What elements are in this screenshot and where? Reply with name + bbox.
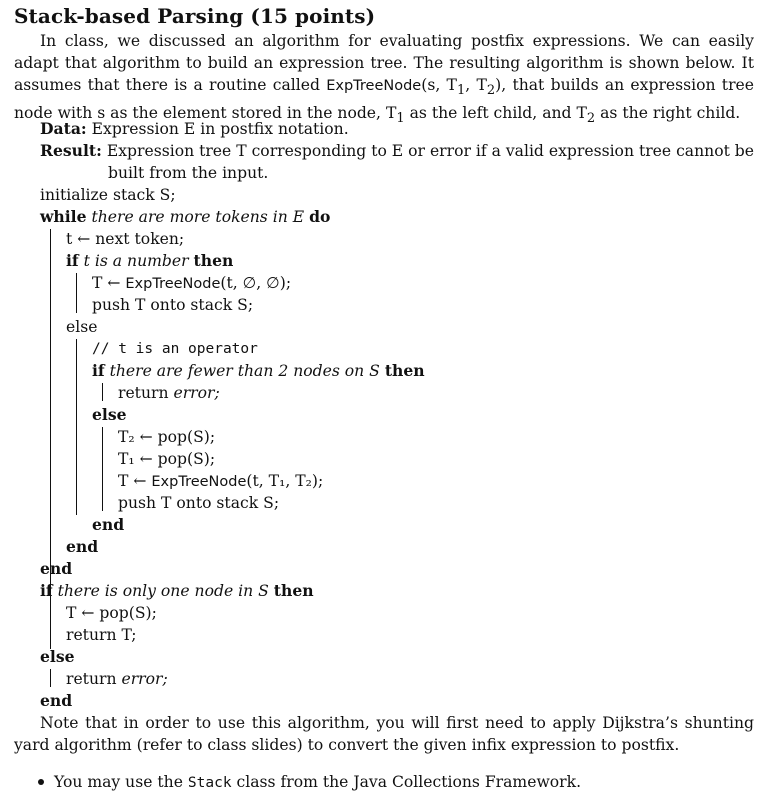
algo-end-while-line: end [40, 559, 73, 578]
algo-push-node-line: push T onto stack S; [118, 494, 280, 512]
algo-return-error-line: return error; [118, 384, 220, 402]
algo-node-line: T ← ExpTreeNode(t, T₁, T₂); [118, 472, 324, 490]
final-else-block-bar [50, 669, 51, 687]
algo-final-else-line: else [40, 647, 75, 666]
algo-push-line: push T onto stack S; [92, 296, 254, 314]
algo-inner-else-line: else [92, 405, 127, 424]
note-paragraph: Note that in order to use this algorithm, you will first need to apply Dijkstra’s shunting yard algorithm (refer to class slides) to convert the given infix expression to postfix. [14, 714, 754, 754]
algo-final-return-error-line: return error; [66, 670, 168, 688]
algo-else-line: else [66, 318, 98, 336]
bullet-item: You may use the Stack class from the Java Collections Framework. [38, 771, 581, 794]
algo-end-inner-line: end [92, 515, 125, 534]
algo-if-number-line: if t is a number then [66, 251, 234, 270]
if-fewer-block-bar [102, 383, 103, 401]
inner-else-block-bar [102, 427, 103, 511]
algo-final-end-line: end [40, 691, 73, 710]
code-stack: Stack [187, 775, 232, 791]
algo-next-token-line: t ← next token; [66, 230, 185, 248]
algo-return-t-line: return T; [66, 626, 137, 644]
algo-data-line: Data: Expression E in postfix notation. [40, 119, 349, 138]
function-name: ExpTreeNode [326, 78, 422, 94]
algo-if-fewer-line: if there are fewer than 2 nodes on S then [92, 361, 425, 380]
if-number-block-bar [76, 273, 77, 313]
algo-result-line-2: built from the input. [108, 164, 269, 182]
algo-leaf-node-line: T ← ExpTreeNode(t, ∅, ∅); [92, 274, 292, 292]
algo-pop-t2-line: T₂ ← pop(S); [118, 428, 216, 446]
if-one-block-bar [50, 603, 51, 643]
algo-end-if-line: end [66, 537, 99, 556]
algo-init-line: initialize stack S; [40, 186, 176, 204]
algo-result-line: Result: Expression tree T corresponding to E or error if a valid expression tree cannot be [40, 141, 755, 160]
section-heading: Stack-based Parsing (15 points) [14, 4, 376, 28]
intro-paragraph: In class, we discussed an algorithm for evaluating postfix expressions. We can easily adapt that algorithm to build an expression tree. The resulting algorithm is shown below. It assumes that there is a routine called ExpTreeNode(s, $T_1$, $T_2$), that builds an expression tree node with s as the element stored in the node, $T_1$ as the left child, and $T_2$ as the right child. [14, 32, 754, 127]
algo-comment-line: // t is an operator [92, 341, 258, 357]
algo-while-line: while there are more tokens in E do [40, 207, 331, 226]
algo-if-one-line: if there is only one node in S then [40, 581, 314, 600]
algo-pop-t1-line: T₁ ← pop(S); [118, 450, 216, 468]
bullet-icon [38, 779, 44, 785]
else-block-bar [76, 339, 77, 515]
algo-pop-final-line: T ← pop(S); [66, 604, 157, 622]
